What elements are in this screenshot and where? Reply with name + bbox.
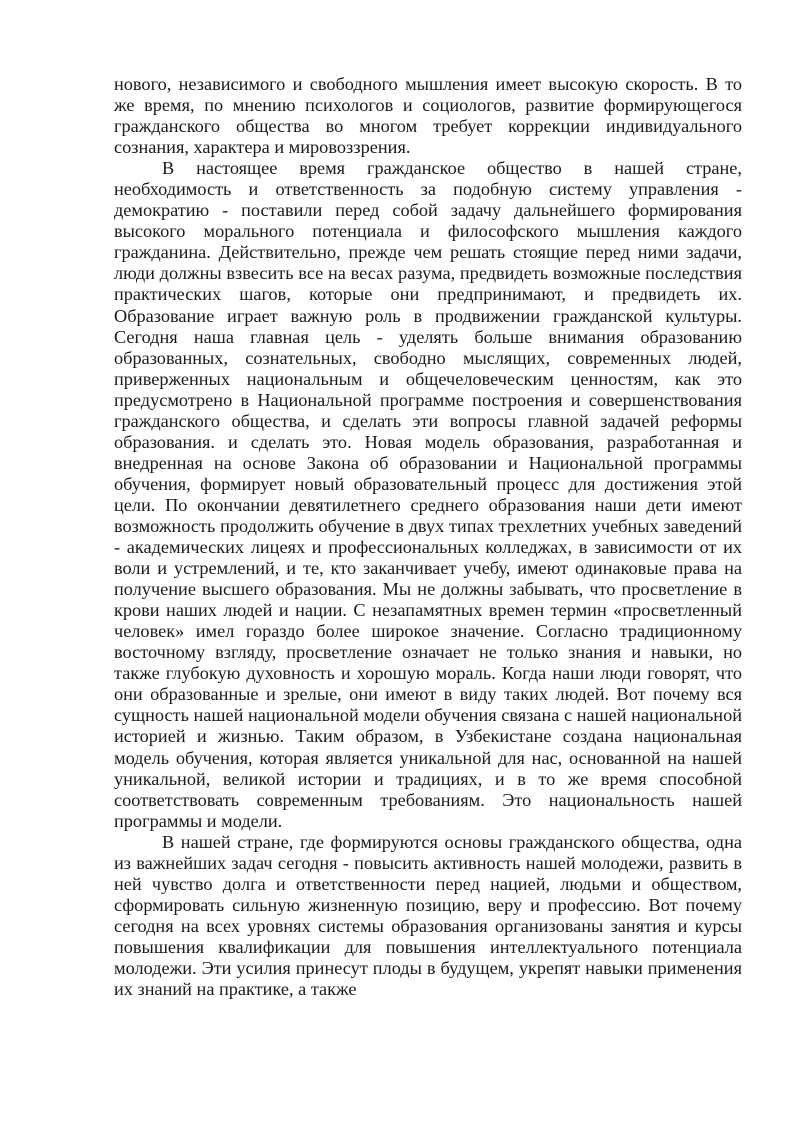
paragraph-civil-society-education: В настоящее время гражданское общество в нашей стране, необходимость и ответственность за подобную систему управления - демократию - поставили перед собой задачу дальнейшего формирования высокого морального потенциала и философского мышления каждого гражданина. Действительно, прежде чем решать стоящие перед ними задачи, люди должны взвесить все на весах разума, предвидеть возможные последствия практических шагов, которые они предпринимают, и предвидеть их. Образование играет важную роль в продвижении гражданской культуры. Сегодня наша главная цель - уделять больше внимания образованию образованных, сознательных, свободно мыслящих, современных людей, приверженных национальным и общечеловеческим ценностям, как это предусмотрено в Национальной программе построения и совершенствования гражданского общества, и сделать эти вопросы главной задачей реформы образования. и сделать это. Новая модель образования, разработанная и внедренная на основе Закона об образовании и Национальной программы обучения, формирует новый образовательный процесс для достижения этой цели. По окончании девятилетнего среднего образования наши дети имеют возможность продолжить обучение в двух типах трехлетних учебных заведений - академических лицеях и профессиональных колледжах, в зависимости от их воли и устремлений, и те, кто заканчивает учебу, имеют одинаковые права на получение высшего образования. Мы не должны забывать, что просветление в крови наших людей и нации. С незапамятных времен термин «просветленный человек» имел гораздо более широкое значение. Согласно традиционному восточному взгляду, просветление означает не только знания и навыки, но также глубокую духовность и хорошую мораль. Когда наши люди говорят, что они образованные и зрелые, они имеют в виду таких людей. Вот почему вся сущность нашей национальной модели обучения связана с нашей национальной историей и жизнью. Таким образом, в Узбекистане создана национальная модель обучения, которая является уникальной для нас, основанной на нашей уникальной, великой истории и традициях, и в то же время способной соответствовать современным требованиям. Это национальность нашей программы и модели.	[114, 158, 742, 831]
document-body	[114, 74, 742, 1000]
paragraph-continuation: нового, независимого и свободного мышления имеет высокую скорость. В то же время, по мнению психологов и социологов, развитие формирующегося гражданского общества во многом требует коррекции индивидуального сознания, характера и мировоззрения.	[114, 74, 742, 158]
paragraph-youth-activity: В нашей стране, где формируются основы гражданского общества, одна из важнейших задач сегодня - повысить активность нашей молодежи, развить в ней чувство долга и ответственности перед нацией, людьми и обществом, сформировать сильную жизненную позицию, веру и профессию. Вот почему сегодня на всех уровнях системы образования организованы занятия и курсы повышения квалификации для повышения интеллектуального потенциала молодежи. Эти усилия принесут плоды в будущем, укрепят навыки применения их знаний на практике, а также	[114, 831, 742, 1000]
